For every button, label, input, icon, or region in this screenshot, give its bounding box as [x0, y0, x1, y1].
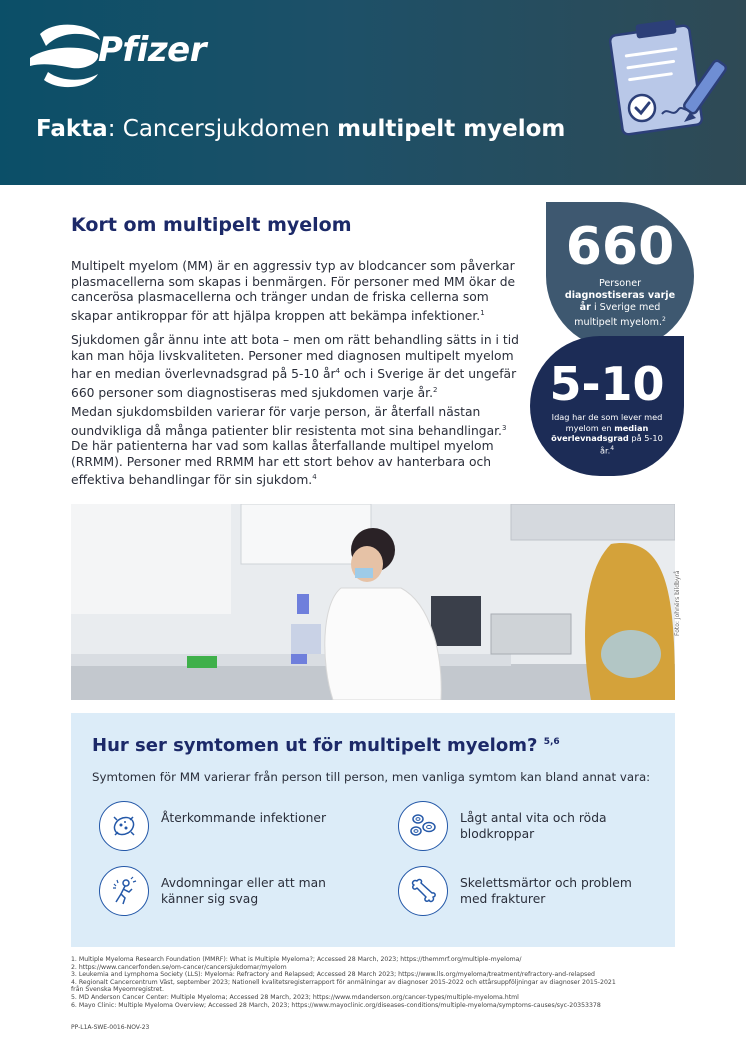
stat-number: 5-10 — [549, 357, 665, 411]
reference-item: 6. Mayo Clinic: Multiple Myeloma Overview; Accessed 28 March, 2023; https://www.mayoclinic.org/diseases-conditions/multiple-myeloma/symptoms-causes/syc-20353378 — [71, 1001, 601, 1009]
reference-item: 1. Multiple Myeloma Research Foundation (MMRF): What is Multiple Myeloma?; Accessed 28 March, 2023; https://themmrf.org/multiple-myeloma/ — [71, 956, 522, 963]
symptom-item-infections — [99, 801, 359, 857]
signed-document-icon — [606, 18, 734, 136]
intro-paragraph-1: Multipelt myelom (MM) är en aggressiv typ av blodcancer som påverkar plasmacellerna som skapas i benmärgen. För personer med MM ökar de cancerösa plasmacellerna och tränger undan de friska cellerna som skapar antikroppar för att hjälpa kroppen att bekämpa infektioner.$^1$ — [71, 259, 516, 323]
symptom-item-weakness — [99, 866, 359, 922]
references-list — [71, 956, 675, 1009]
photo-credit: Foto: Johnérs bildbyrå — [674, 570, 681, 636]
document-number: PP-L1A-SWE-0016-NOV-23 — [71, 1024, 150, 1031]
symptoms-intro: Symtomen för MM varierar från person till person, men vanliga symtom kan bland annat vara: — [92, 770, 651, 784]
reference-item: 2. https://www.cancerfonden.se/om-cancer/cancersjukdomar/myelom — [71, 963, 287, 971]
symptoms-heading: Hur ser symtomen ut för multipelt myelom? $^{5,6}$ — [92, 735, 560, 756]
reference-item: 5. MD Anderson Cancer Center: Multiple Myeloma; Accessed 28 March, 2023; https://www.mdanderson.org/cancer-types/multiple-myeloma.html — [71, 993, 519, 1001]
blood-cells-icon — [408, 811, 438, 841]
header-banner — [0, 0, 746, 185]
intro-paragraph-2: Sjukdomen går ännu inte att bota – men om rätt behandling sätts in i tid kan man höja livskvaliteten. Personer med diagnosen multipelt myelom har en median överlevnadsgrad på 5-10 $år^4$ och i Sverige är det ungefär 660 personer som diagnostiseras med sjukdomen varje år.$^2$ — [71, 333, 519, 400]
intro-paragraph-3: Medan sjukdomsbilden varierar för varje person, är återfall nästan oundvikliga då många patienter blir resistenta mot sina behandlingar.$^3$ De här patienterna har vad som kallas återfallande multipel myelom (RRMM). Personer med RRMM har ett stort behov av hanterbara och effektiva behandlingar för sin sjukdom.$^4$ — [71, 405, 507, 488]
reference-item: 4. Regionalt Cancercentrum Väst, september 2023; Nationell kvalitetsregisterrapport för anmälningar av diagnoser 2015-2022 och ettårsuppföljningar av diagnoser 2015-2021 — [71, 978, 616, 986]
fainting-person-icon — [109, 876, 139, 906]
bone-icon — [408, 876, 438, 906]
brand-name: Pfizer — [98, 30, 206, 70]
reference-item: 3. Leukemia and Lymphoma Society (LLS): Myeloma: Refractory and Relapsed; Accessed 28 March 2023; https://www.lls.org/myeloma/treatment/refractory-and-relapsed — [71, 971, 595, 979]
intro-heading: Kort om multipelt myelom — [71, 214, 352, 236]
symptom-label: Återkommande infektioner — [161, 811, 327, 825]
symptom-label: Skelettsmärtor och problem med frakturer — [460, 876, 632, 906]
stat-diagnosed-per-year — [546, 202, 694, 350]
stat-description: Idag har de som lever med myelom en median överlevnadsgrad på 5-10 år.$^4$ — [551, 412, 663, 456]
stat-number: 660 — [565, 217, 675, 277]
lab-photo — [71, 504, 675, 700]
bacteria-icon — [109, 811, 139, 841]
symptom-item-blood-cells — [398, 801, 658, 857]
page-title: Fakta: Cancersjukdomen multipelt myelom — [36, 116, 566, 142]
symptom-label: Avdomningar eller att man känner sig svag — [161, 876, 326, 906]
reference-item: från Svenska Myeomregistret. — [71, 986, 164, 994]
stat-median-survival — [530, 336, 684, 476]
lab-scene-illustration — [71, 504, 675, 700]
symptoms-section — [71, 713, 675, 947]
symptom-label: Lågt antal vita och röda blodkroppar — [460, 811, 607, 841]
symptom-item-bone-pain — [398, 866, 658, 922]
stat-description: Personer diagnostiseras varje år i Sverige med multipelt myelom.$^2$ — [564, 278, 676, 329]
